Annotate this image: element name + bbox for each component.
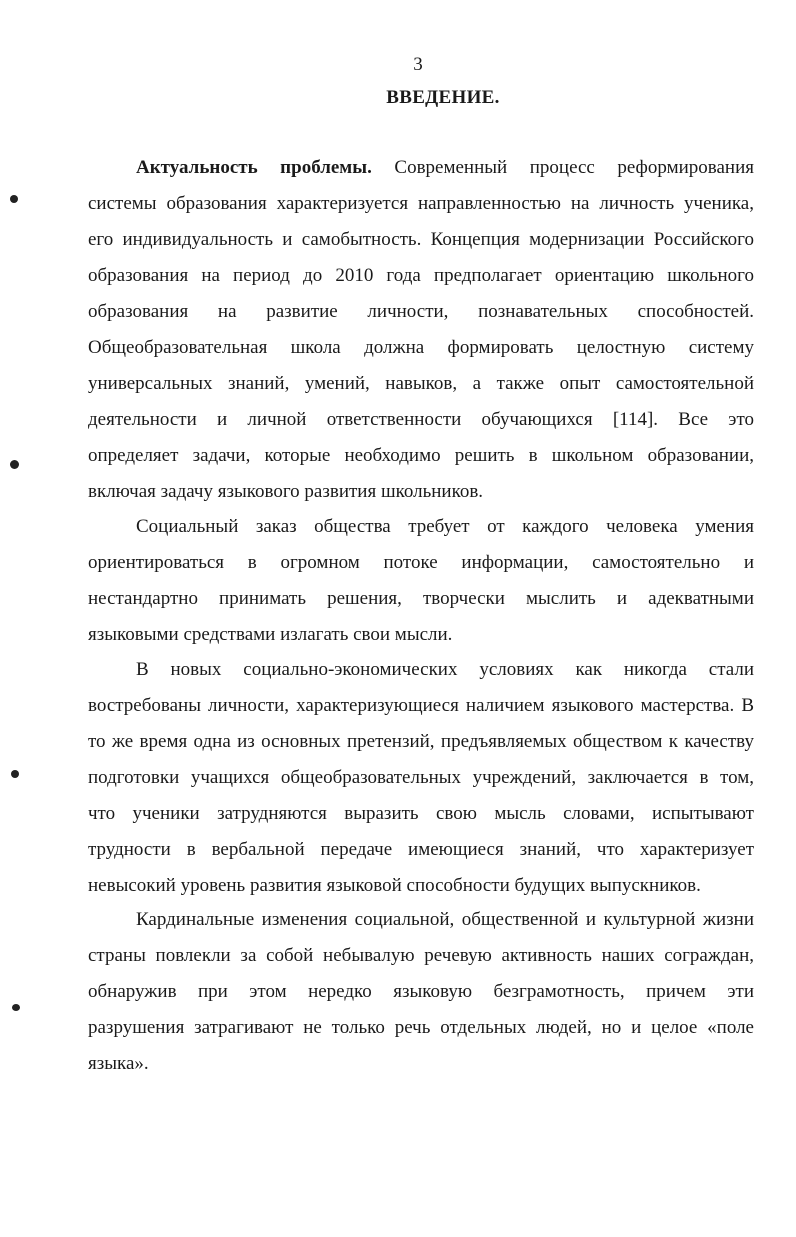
paragraph-1-line-5: образования на развитие личности, познавательных способностей.: [88, 301, 754, 322]
page-number: 3: [413, 54, 423, 75]
paragraph-3-line-4: подготовки учащихся общеобразовательных учреждений, заключается в том,: [88, 767, 754, 788]
paragraph-4-line-2: страны повлекли за собой небывалую речевую активность наших сограждан,: [88, 945, 754, 966]
scan-speck: [10, 460, 19, 469]
paragraph-1-line-8: деятельности и личной ответственности обучающихся [114]. Все это: [88, 409, 754, 430]
paragraph-1-line-2: системы образования характеризуется направленностью на личность ученика,: [88, 193, 754, 214]
paragraph-4-line-3: обнаружив при этом нередко языковую безграмотность, причем эти: [88, 981, 754, 1002]
paragraph-1-line-4: образования на период до 2010 года предполагает ориентацию школьного: [88, 265, 754, 286]
paragraph-3-line-3: то же время одна из основных претензий, предъявляемых обществом к качеству: [88, 731, 754, 752]
paragraph-1-line-3: его индивидуальность и самобытность. Концепция модернизации Российского: [88, 229, 754, 250]
paragraph-1-line-10: включая задачу языкового развития школьников.: [88, 481, 484, 502]
paragraph-2-line-4: языковыми средствами излагать свои мысли.: [88, 624, 453, 645]
paragraph-1-line-1: [136, 156, 754, 180]
paragraph-1-line-1-rest: Современный процесс реформирования: [394, 157, 754, 178]
scan-speck: [10, 195, 18, 203]
paragraph-1-line-7: универсальных знаний, умений, навыков, а также опыт самостоятельной: [88, 373, 754, 394]
paragraph-3-line-7: невысокий уровень развития языковой способности будущих выпускников.: [88, 875, 701, 896]
paragraph-3-line-5: что ученики затрудняются выразить свою мысль словами, испытывают: [88, 803, 754, 824]
paragraph-3-line-6: трудности в вербальной передаче имеющиеся знаний, что характеризует: [88, 839, 754, 860]
paragraph-1-line-9: определяет задачи, которые необходимо решить в школьном образовании,: [88, 445, 754, 466]
paragraph-3-line-2: востребованы личности, характеризующиеся наличием языкового мастерства. В: [88, 695, 754, 716]
scan-speck: [11, 770, 19, 778]
scan-speck: [12, 1004, 20, 1011]
page-title: ВВЕДЕНИЕ.: [386, 87, 500, 108]
paragraph-4-line-4: разрушения затрагивают не только речь отдельных людей, но и целое «поле: [88, 1017, 754, 1038]
paragraph-2-line-2: ориентироваться в огромном потоке информации, самостоятельно и: [88, 552, 754, 573]
paragraph-4-line-5: языка».: [88, 1053, 149, 1074]
paragraph-1-line-6: Общеобразовательная школа должна формировать целостную систему: [88, 337, 754, 358]
paragraph-2-line-3: нестандартно принимать решения, творчески мыслить и адекватными: [88, 588, 754, 609]
paragraph-3-line-1: В новых социально-экономических условиях как никогда стали: [136, 659, 754, 680]
paragraph-4-line-1: Кардинальные изменения социальной, общественной и культурной жизни: [136, 909, 754, 930]
paragraph-1-lead: Актуальность проблемы.: [136, 157, 372, 178]
paragraph-2-line-1: Социальный заказ общества требует от каждого человека умения: [136, 516, 754, 537]
